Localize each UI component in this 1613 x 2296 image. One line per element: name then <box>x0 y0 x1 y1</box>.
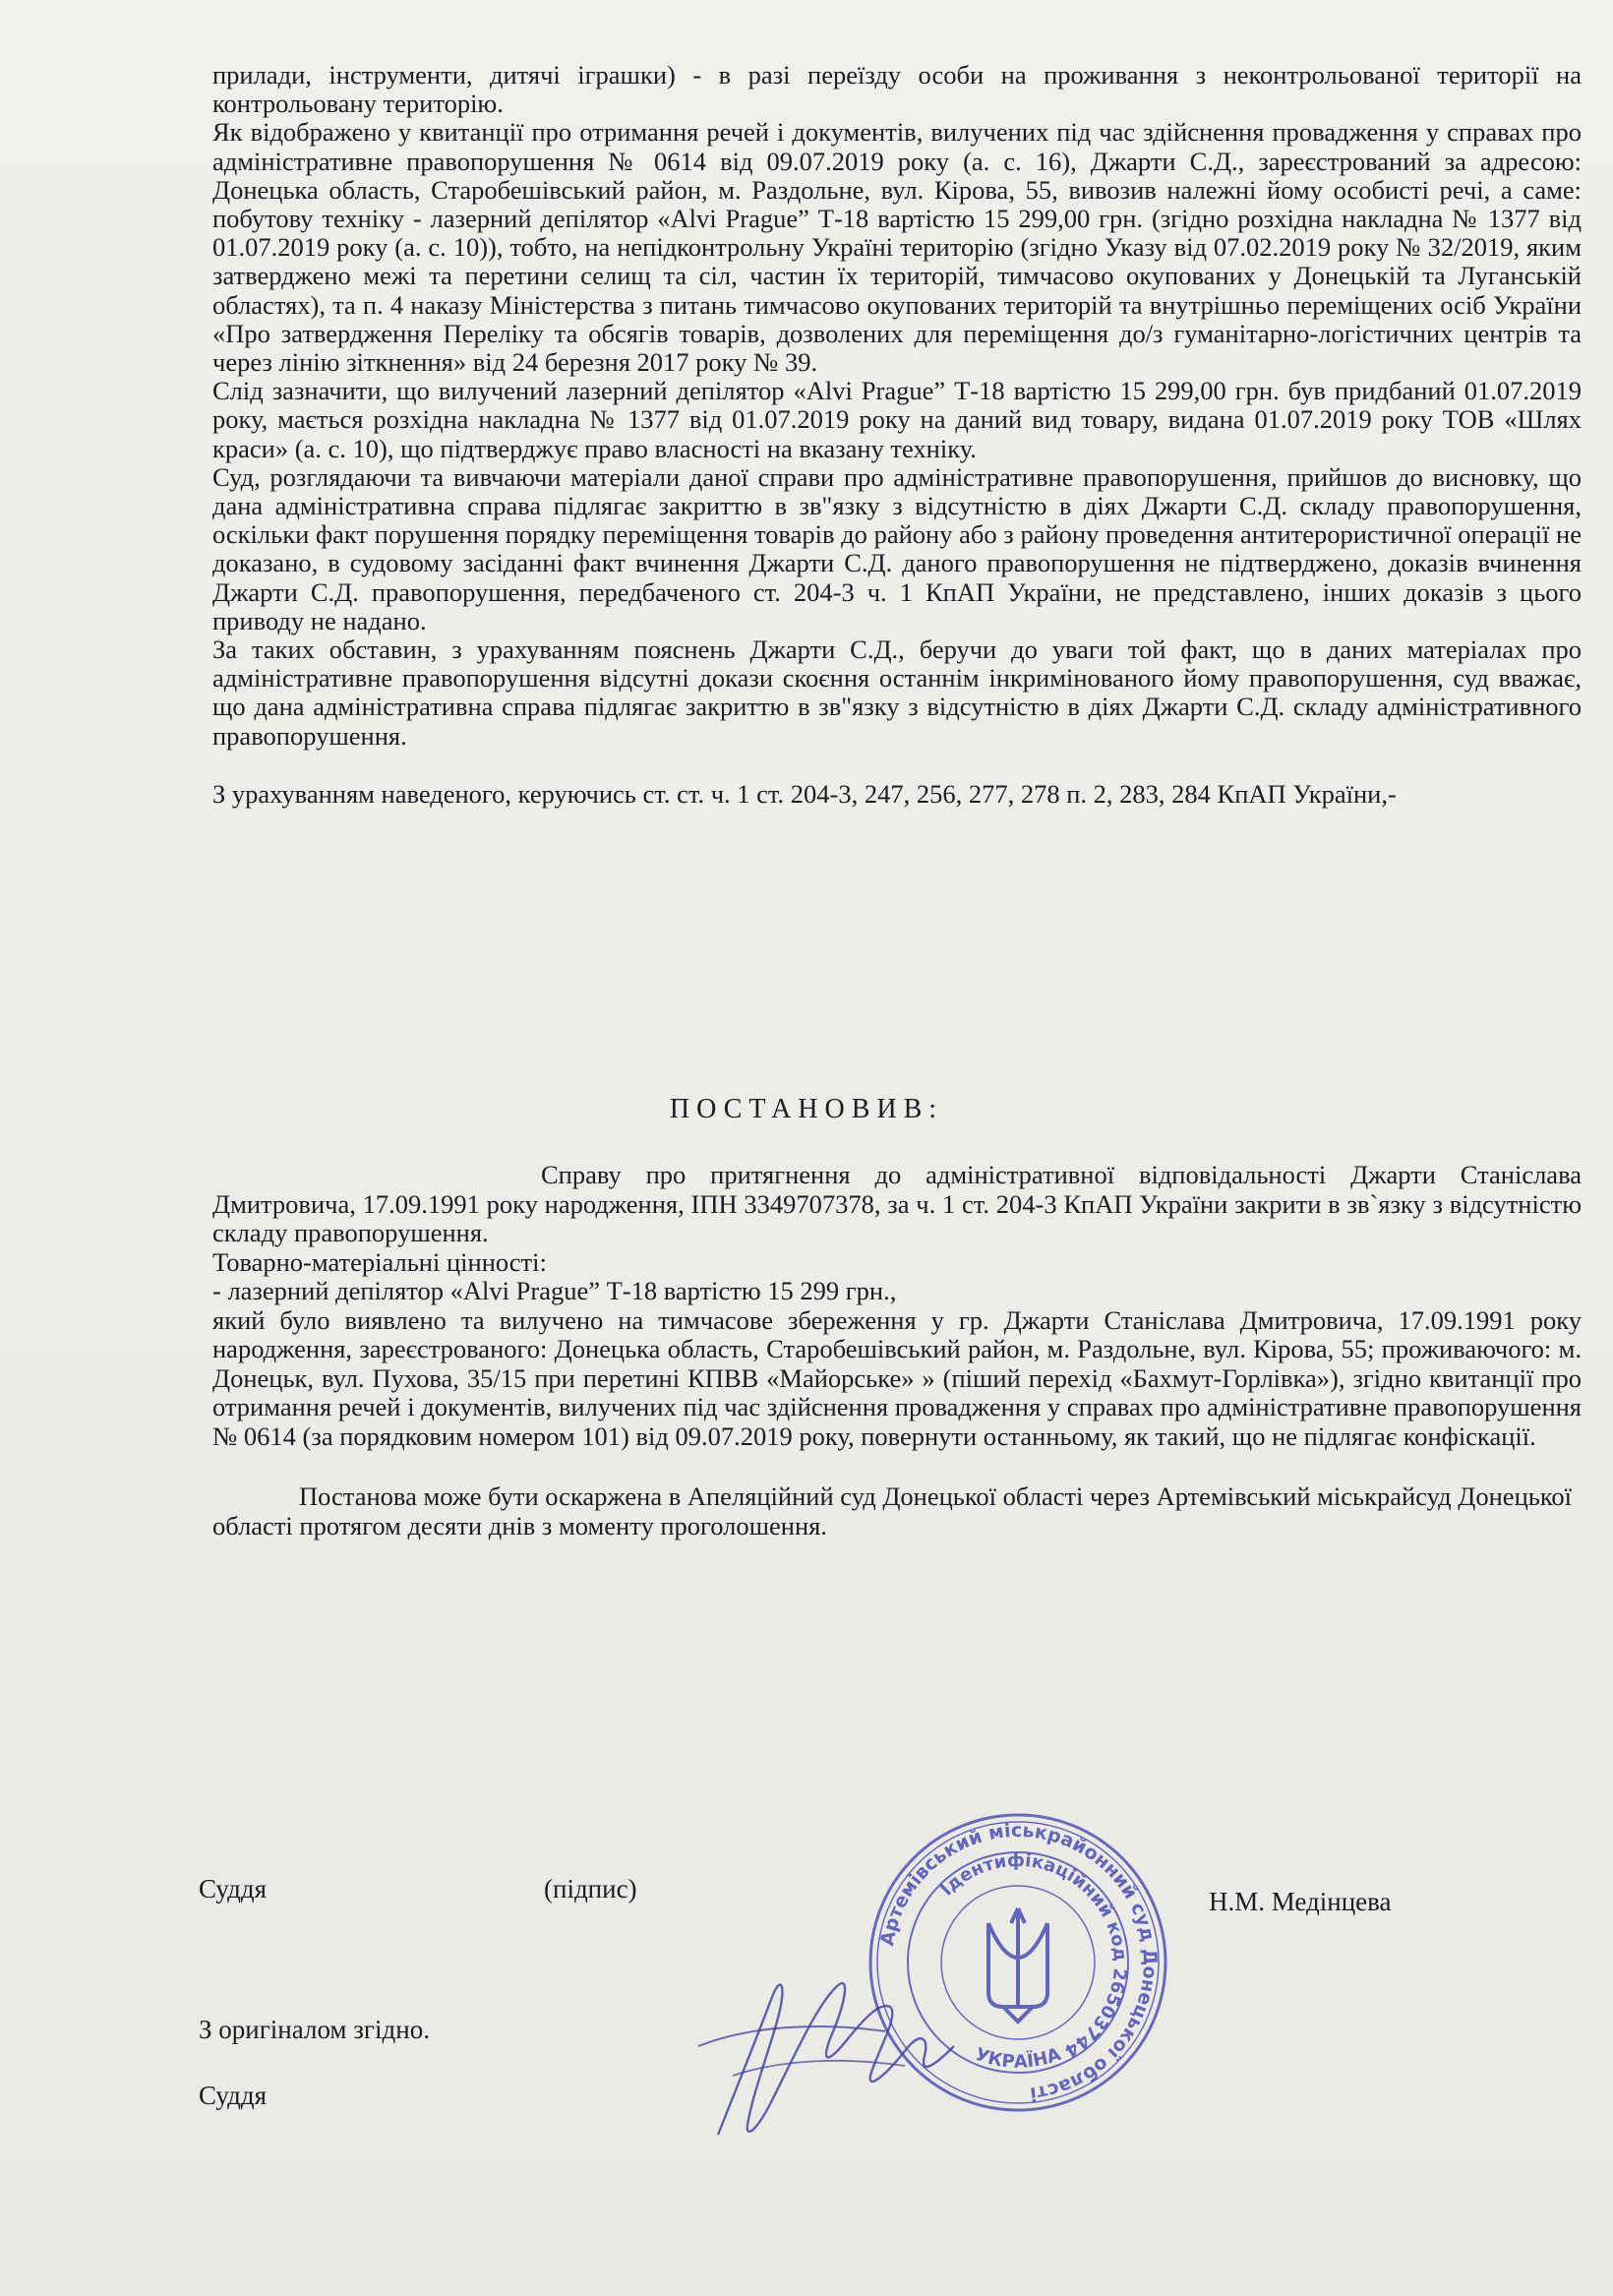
seal-outer-text: Артемівський міськрайонний суд Донецької області <box>876 1819 1162 2105</box>
judge-label: Суддя <box>199 1874 268 1903</box>
judge-signature-scribble <box>679 1928 974 2154</box>
trident-emblem-icon <box>988 1908 1047 2022</box>
document-body <box>212 61 1582 809</box>
resolution-body <box>212 1161 1582 1541</box>
seal-bottom-text: УКРАЇНА <box>972 2043 1064 2073</box>
resolution-paragraph-1: Справу про притягнення до адміністративної відповідальності Джарти Станіслава Дмитровича, 17.09.1991 року народження, ІПН 3349707378, за ч. 1 ст. 204-3 КпАП України закрити в зв`язку з відсутністю складу правопорушення. <box>212 1160 1582 1247</box>
copy-note: З оригіналом згідно. <box>199 2015 430 2044</box>
resolution-paragraph-2: Товарно-матеріальні цінності: <box>212 1246 547 1277</box>
paragraph-4: Суд, розглядаючи та вивчаючи матеріали даної справи про адміністративне правопорушення, прийшов до висновку, що дана адміністративна справа підлягає закриттю в зв"язку з відсутністю в діях Джарти С.Д. складу правопорушення, оскільки факт порушення порядку переміщення товарів до району або з району проведення антитерористичної операції не доказано, в судовому засіданні факт вчинення Джарти С.Д. даного правопорушення не підтверджено, доказів вчинення Джарти С.Д. правопорушення, передбаченого ст. 204-3 ч. 1 КпАП України, не представлено, інших доказів з цього приводу не надано. <box>212 461 1582 635</box>
judge-label-2: Суддя <box>199 2081 268 2110</box>
resolution-paragraph-3: - лазерний депілятор «Alvi Prague” Т-18 вартістю 15 299 грн., <box>212 1276 897 1305</box>
resolution-paragraph-4: який було виявлено та вилучено на тимчасове збереження у гр. Джарти Станіслава Дмитровича, 17.09.1991 року народження, зареєстрованого: Донецька область, Старобешівський район, м. Раздольне, вул. Кірова, 55; проживаючого: м. Донецьк, вул. Пухова, 35/15 при перетині КПВВ «Майорське» » (піший перехід «Бахмут-Горлівка»), згідно квитанції про отримання речей і документів, вилучених під час здійснення провадження у справах про адміністративне правопорушення № 0614 (за порядковим номером 101) від 09.07.2019 року, повернути останньому, як такий, що не підлягає конфіскації. <box>212 1304 1582 1451</box>
judge-name: Н.М. Медінцева <box>1209 1887 1392 1916</box>
seal-inner-text: Ідентифікаційний код 26503744 <box>936 1849 1131 2062</box>
paragraph-6: З урахуванням наведеного, керуючись ст. ст. ч. 1 ст. 204-3, 247, 256, 277, 278 п. 2, 283, 284 КпАП України,- <box>212 778 1397 809</box>
signature-note: (підпис) <box>544 1874 637 1903</box>
paragraph-1: прилади, інструменти, дитячі іграшки) - в разі переїзду особи на проживання з неконтрольованої території на контрольовану територію. <box>212 60 1582 119</box>
paragraph-3: Слід зазначити, що вилучений лазерний депілятор «Alvi Prague” Т-18 вартістю 15 299,00 грн. був придбаний 01.07.2019 року, мається розхідна накладна № 1377 від 01.07.2019 року на даний вид товару, видана 01.07.2019 року ТОВ «Шлях краси» (а. с. 10), що підтверджує право власності на вказану техніку. <box>212 376 1582 463</box>
paragraph-2: Як відображено у квитанції про отримання речей і документів, вилучених під час здійснення провадження у справах про адміністративне правопорушення № 0614 від 09.07.2019 року (а. с. 16), Джарти С.Д., зареєстрований за адресою: Донецька область, Старобешівський район, м. Раздольне, вул. Кірова, 55, вивозив належні йому особисті речі, а саме: побутову техніку - лазерний депілятор «Alvi Prague” Т-18 вартістю 15 299,00 грн. (згідно розхідна накладна № 1377 від 01.07.2019 року (а. с. 10)), тобто, на непідконтрольну Україні територію (згідно Указу від 07.02.2019 року № 32/2019, яким затверджено межі та перетини селищ та сіл, частин їх територій, тимчасово окупованих у Донецькій та Луганській областях), та п. 4 наказу Міністерства з питань тимчасово окупованих територій та внутрішньо переміщених осіб України «Про затвердження Переліку та обсягів товарів, дозволених для переміщення до/з гуманітарно-логістичних центрів та через лінію зіткнення» від 24 березня 2017 року № 39. <box>212 117 1582 378</box>
paragraph-5: За таких обставин, з урахуванням пояснень Джарти С.Д., беручи до уваги той факт, що в даних матеріалах про адміністративне правопорушення відсутні докази скоєння останнім інкримінованого йому правопорушення, суд вважає, що дана адміністративна справа підлягає закриттю в зв"язку з відсутністю в діях Джарти С.Д. складу адміністративного правопорушення. <box>212 634 1582 751</box>
resolution-paragraph-5: Постанова може бути оскаржена в Апеляційний суд Донецької області через Артемівський міськрайсуд Донецької області протягом десяти днів з моменту проголошення. <box>212 1481 1572 1541</box>
resolution-heading: ПОСТАНОВИВ: <box>669 1094 944 1124</box>
